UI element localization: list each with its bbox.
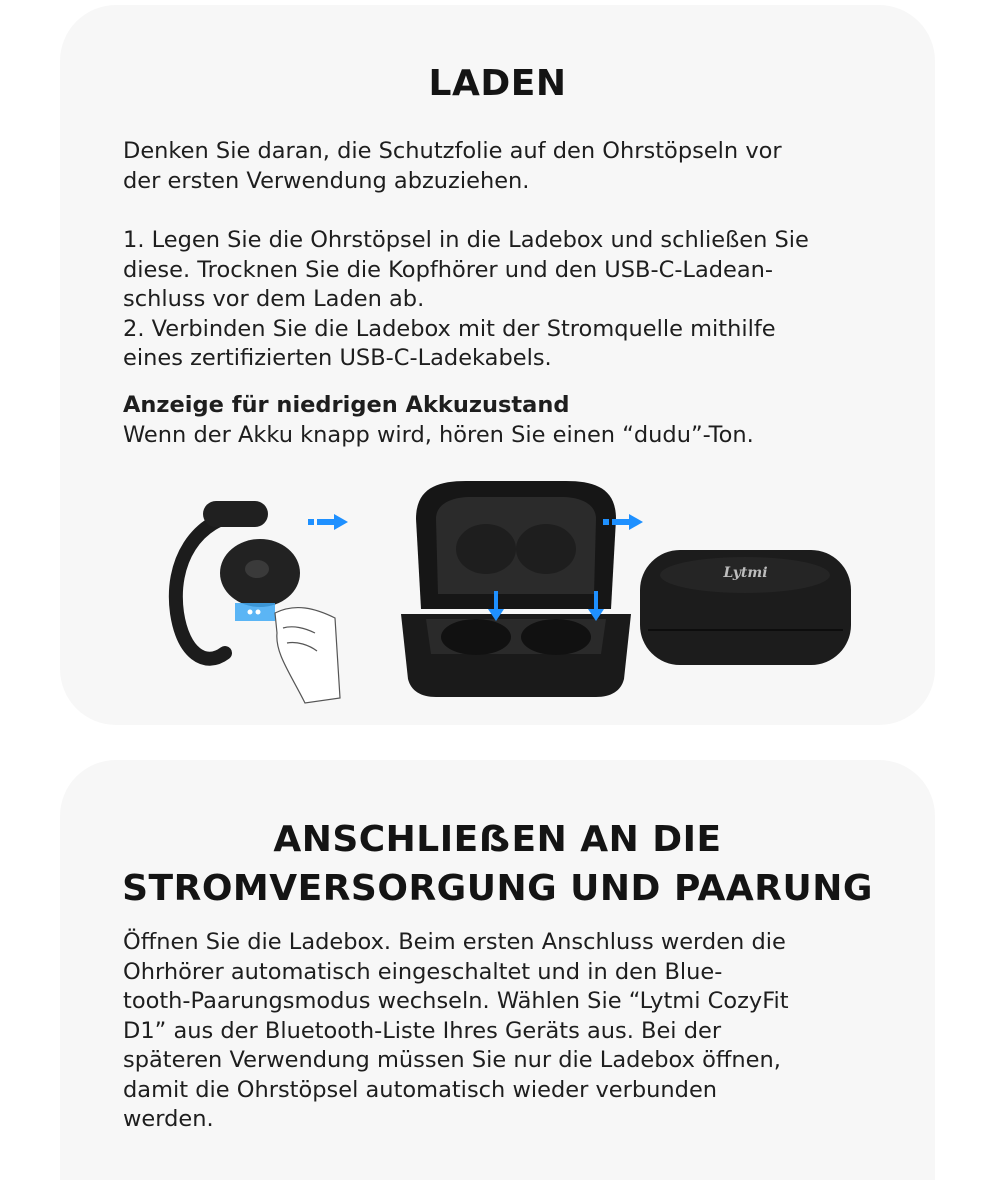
arrow-right-icon — [308, 512, 350, 532]
pairing-instructions: Öffnen Sie die Ladebox. Beim ersten Anschluss werden die Ohrhörer automatisch eingeschaltet und in den Blue- tooth-Paarungsmodus wechseln. Wählen Sie “Lytmi CozyFit D1” aus der Bluetooth-Liste Ihres Geräts aus. Bei der späteren Verwendung müssen Sie nur die Ladebox öffnen, damit die Ohrstöpsel automatisch wieder verbunden werden. — [123, 929, 789, 1132]
low-battery-heading: Anzeige für niedrigen Akkuzustand — [123, 392, 570, 418]
charging-title: LADEN — [428, 63, 567, 104]
arrow-right-icon — [603, 512, 645, 532]
power-pairing-title: ANSCHLIEẞEN AN DIE STROMVERSORGUNG UND PAARUNG — [122, 819, 873, 909]
closed-case-shape — [638, 545, 853, 670]
open-charging-case-illustration — [396, 479, 636, 701]
charging-steps: 1. Legen Sie die Ohrstöpsel in die Ladebox und schließen Sie diese. Trocknen Sie die Kopfhörer und den USB-C-Ladean- schluss vor dem Laden ab. 2. Verbinden Sie die Ladebox mit der Stromquelle mithilfe eines zertifizierten USB-C-Ladekabels. — [123, 227, 809, 371]
low-battery-section — [123, 391, 883, 450]
protective-film-note: Denken Sie daran, die Schutzfolie auf den Ohrstöpseln vor der ersten Verwendung abzuziehen. — [123, 138, 782, 194]
power-pairing-card — [60, 760, 935, 1180]
low-battery-text: Wenn der Akku knapp wird, hören Sie einen “dudu”-Ton. — [123, 421, 754, 448]
charging-card — [60, 5, 935, 725]
case-brand-logo: Lytmi — [723, 565, 768, 581]
closed-charging-case-illustration — [638, 545, 853, 670]
